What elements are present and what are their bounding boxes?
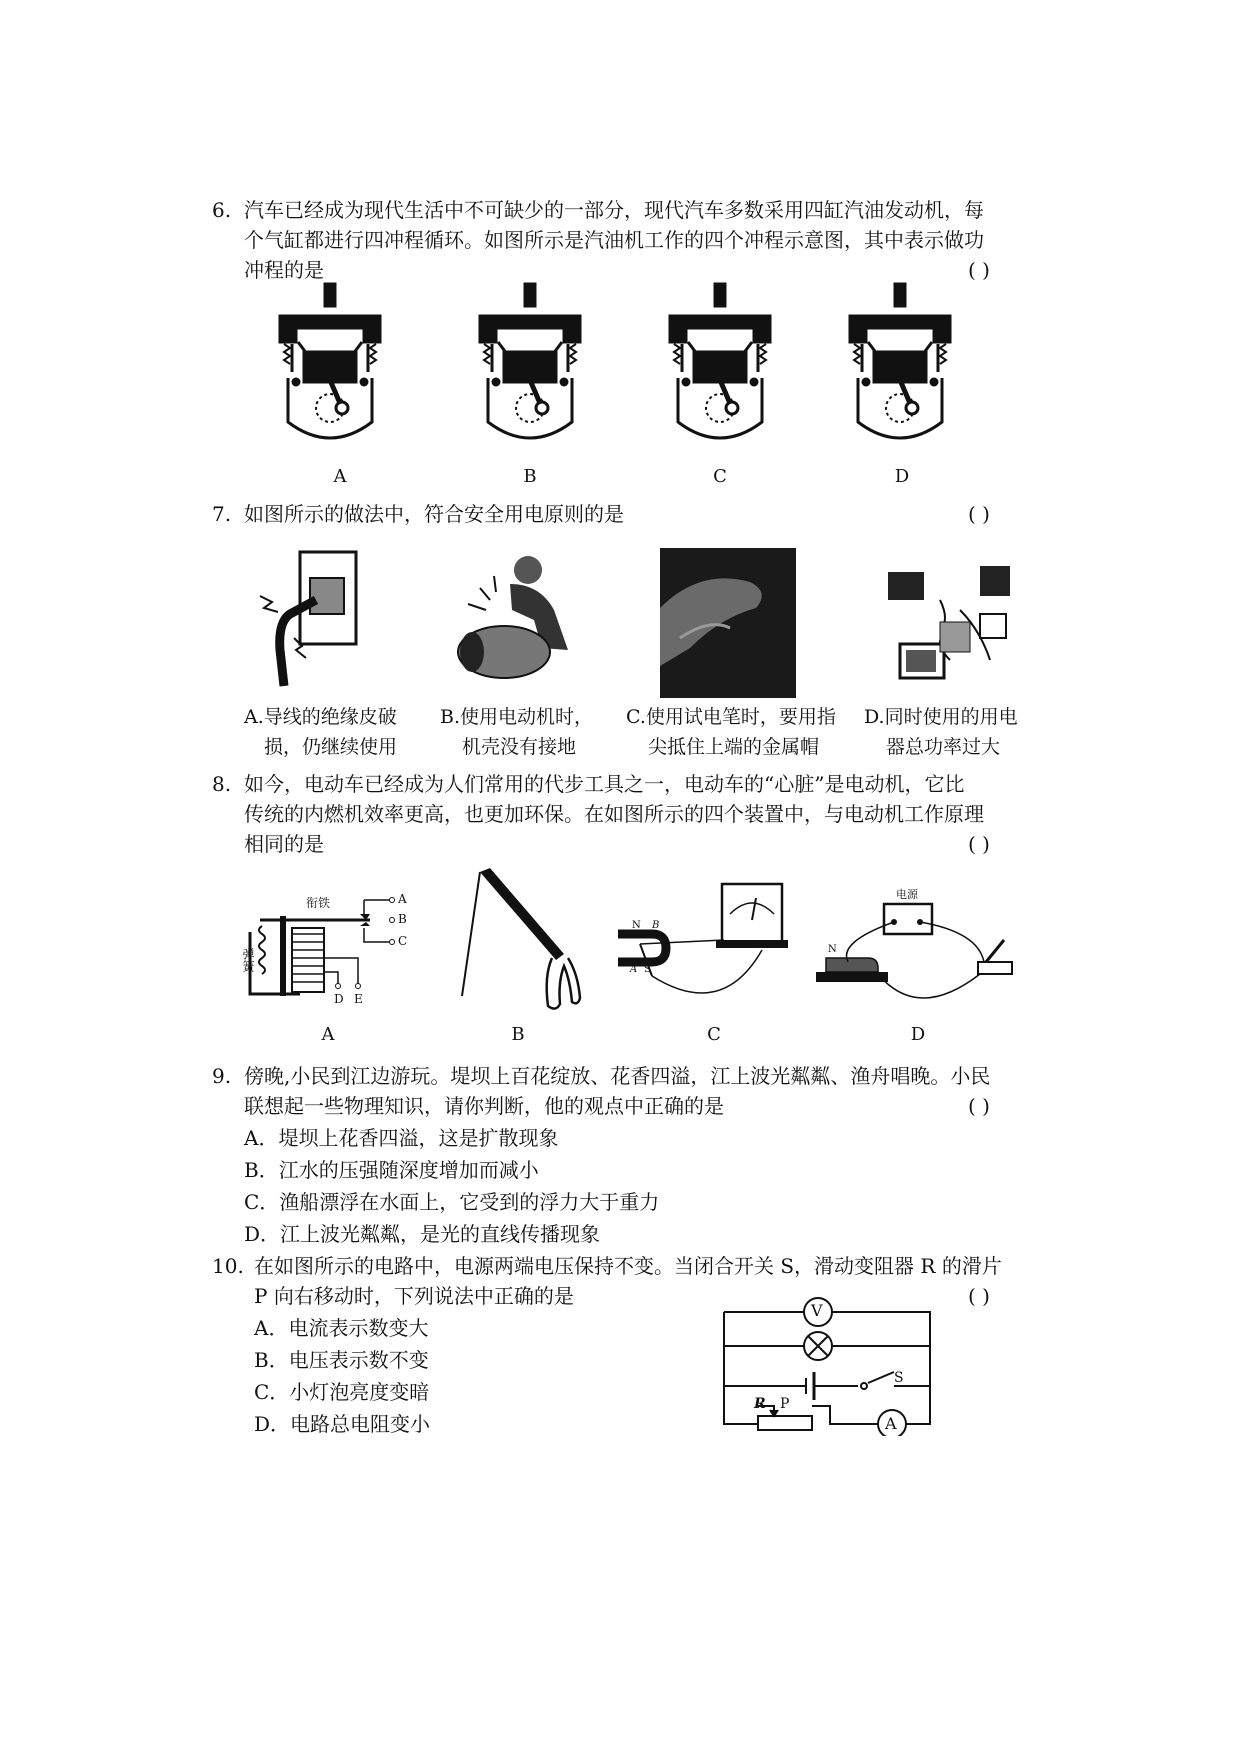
q7-caption-a-line2: 损，仍继续使用 (264, 736, 398, 758)
q7-caption-d-line1: D.同时使用的用电 (864, 706, 1018, 728)
q7-fig-d-overloaded-socket (880, 540, 1030, 690)
q8-label-c: C (707, 1024, 721, 1045)
q8-fig-d-motor (808, 882, 1028, 1012)
q6-label-a: A (333, 466, 347, 487)
q10-switch-label: S (894, 1370, 904, 1386)
q10-option-a: A．电流表示数变大 (254, 1316, 429, 1340)
q6-line-1: 汽车已经成为现代生活中不可缺少的一部分，现代汽车多数采用四缸汽油发动机，每 (244, 198, 984, 222)
q7-caption-a-line1: A.导线的绝缘皮破 (244, 706, 397, 728)
q7-fig-b-motor-not-grounded (450, 540, 590, 690)
q8-fig-d-n-label: N (828, 944, 837, 955)
q9-option-a: A．堤坝上花香四溢，这是扩散现象 (244, 1126, 559, 1150)
q8-number: 8. (212, 772, 232, 796)
q7-caption-c-line2: 尖抵住上端的金属帽 (648, 736, 820, 758)
q10-option-c: C．小灯泡亮度变暗 (254, 1380, 430, 1404)
q8-label-b: B (511, 1024, 525, 1045)
q8-fig-b-magnet (460, 866, 590, 1016)
q8-fig-c-b-label: B (652, 920, 660, 931)
q10-voltmeter-label: V (811, 1301, 823, 1320)
q9-option-b: B．江水的压强随深度增加而减小 (244, 1158, 539, 1182)
q10-line-1: 在如图所示的电路中，电源两端电压保持不变。当闭合开关 S，滑动变阻器 R 的滑片 (254, 1254, 1002, 1278)
q8-fig-a-terminal-e: E (354, 992, 363, 1006)
q9-number: 9. (212, 1064, 232, 1088)
q10-option-d: D．电路总电阻变小 (254, 1412, 431, 1436)
q8-fig-a-spring-label: 弹簧 (241, 948, 255, 972)
q8-label-d: D (910, 1024, 926, 1045)
q9-line-1: 傍晚,小民到江边游玩。堤坝上百花绽放、花香四溢，江上波光粼粼、渔舟唱晚。小民 (244, 1064, 991, 1088)
q8-fig-c-a-label: A (630, 964, 638, 975)
q6-line-3: 冲程的是 (244, 258, 324, 282)
q8-fig-c-n-label: N (632, 920, 641, 931)
q6-label-c: C (713, 466, 727, 487)
q8-fig-d-power-label: 电源 (896, 888, 918, 901)
q7-line-1: 如图所示的做法中，符合安全用电原则的是 (244, 502, 624, 526)
q7-answer-paren: ( ) (968, 502, 990, 526)
q8-fig-c-s-label: S (644, 964, 651, 975)
q7-fig-a-damaged-wire (250, 540, 370, 690)
q6-engine-figures (270, 282, 1030, 462)
q7-caption-a (244, 702, 434, 762)
q8-label-a: A (321, 1024, 335, 1045)
q8-fig-a-terminal-d: D (334, 992, 344, 1006)
q10-circuit-diagram (718, 1286, 942, 1436)
q7-caption-b (440, 702, 630, 762)
q9-answer-paren: ( ) (968, 1094, 990, 1118)
q10-rheostat-label: R (754, 1396, 766, 1412)
q7-caption-c (626, 702, 866, 762)
q9-option-d: D．江上波光粼粼，是光的直线传播现象 (244, 1222, 601, 1246)
q7-caption-b-line1: B.使用电动机时， (440, 706, 594, 728)
q8-fig-a-relay (240, 872, 440, 1012)
q6-line-2: 个气缸都进行四冲程循环。如图所示是汽油机工作的四个冲程示意图，其中表示做功 (244, 228, 984, 252)
q6-label-d: D (894, 466, 910, 487)
q6-label-b: B (523, 466, 537, 487)
q8-line-1: 如今，电动车已经成为人们常用的代步工具之一，电动车的“心脏”是电动机，它比 (244, 772, 965, 796)
q10-number: 10. (212, 1254, 244, 1278)
q7-caption-c-line1: C.使用试电笔时，要用指 (626, 706, 836, 728)
q7-caption-d (864, 702, 1054, 762)
q10-slider-label: P (780, 1396, 790, 1412)
q8-fig-a-terminal-c: C (398, 934, 408, 948)
q7-caption-b-line2: 机壳没有接地 (462, 736, 577, 758)
q7-fig-c-test-pen (660, 548, 796, 708)
q8-fig-a-armature-label: 衔铁 (306, 896, 331, 910)
q8-fig-a-terminal-a: A (398, 892, 407, 906)
q6-number: 6. (212, 198, 232, 222)
q10-line-2: P 向右移动时，下列说法中正确的是 (254, 1284, 574, 1308)
q8-line-2: 传统的内燃机效率更高，也更加环保。在如图所示的四个装置中，与电动机工作原理 (244, 802, 984, 826)
q10-ammeter-label: A (885, 1414, 897, 1433)
q7-number: 7. (212, 502, 232, 526)
q9-option-c: C．渔船漂浮在水面上，它受到的浮力大于重力 (244, 1190, 660, 1214)
q7-caption-d-line2: 器总功率过大 (886, 736, 1001, 758)
q10-option-b: B．电压表示数不变 (254, 1348, 429, 1372)
q6-answer-paren: ( ) (968, 258, 990, 282)
q8-line-3: 相同的是 (244, 832, 324, 856)
q9-line-2: 联想起一些物理知识，请你判断，他的观点中正确的是 (244, 1094, 724, 1118)
q10-answer-paren: ( ) (968, 1284, 990, 1308)
q8-fig-a-terminal-b: B (398, 912, 407, 926)
q8-answer-paren: ( ) (968, 832, 990, 856)
q8-fig-c-induction (612, 880, 792, 1010)
